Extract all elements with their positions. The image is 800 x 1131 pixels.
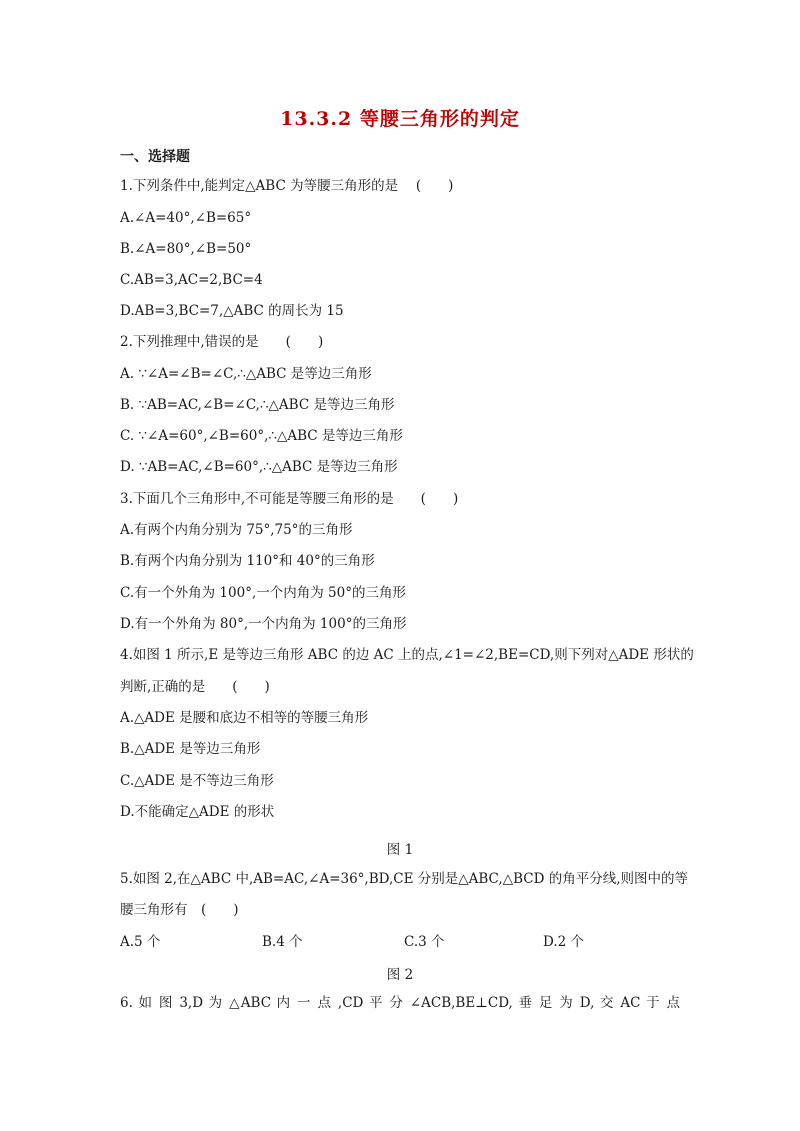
figure-2-caption: 图 2: [386, 967, 414, 983]
question-1-option-a: A.∠A=40°,∠B=65°: [120, 210, 252, 226]
question-4-stem-line-2: 判断,正确的是 ( ): [120, 679, 270, 695]
question-2-option-c: C. ∵∠A=60°,∠B=60°,∴△ABC 是等边三角形: [120, 428, 403, 444]
question-1-option-d: D.AB=3,BC=7,△ABC 的周长为 15: [120, 303, 344, 319]
question-1-option-b: B.∠A=80°,∠B=50°: [120, 241, 252, 257]
question-2-option-d: D. ∵AB=AC,∠B=60°,∴△ABC 是等边三角形: [120, 459, 398, 475]
question-5-option-a: A.5 个: [120, 934, 161, 950]
question-2-stem: 2.下列推理中,错误的是 ( ): [120, 334, 324, 350]
question-3-stem: 3.下面几个三角形中,不可能是等腰三角形的是 ( ): [120, 491, 459, 507]
question-5-option-d: D.2 个: [543, 934, 585, 950]
page-title: 13.3.2 等腰三角形的判定: [280, 108, 520, 130]
question-5-stem-line-1: 5.如图 2,在△ABC 中,AB=AC,∠A=36°,BD,CE 分别是△ABC,△BCD 的角平分线,则图中的等: [120, 871, 688, 887]
question-4-stem-line-1: 4.如图 1 所示,E 是等边三角形 ABC 的边 AC 上的点,∠1=∠2,BE=CD,则下列对△ADE 形状的: [120, 647, 694, 663]
question-3-option-b: B.有两个内角分别为 110°和 40°的三角形: [120, 553, 375, 569]
question-5-stem-line-2: 腰三角形有 ( ): [120, 902, 239, 918]
question-4-option-c: C.△ADE 是不等边三角形: [120, 773, 274, 789]
question-4-option-a: A.△ADE 是腰和底边不相等的等腰三角形: [120, 710, 369, 726]
question-3-option-d: D.有一个外角为 80°,一个内角为 100°的三角形: [120, 616, 407, 632]
question-1-option-c: C.AB=3,AC=2,BC=4: [120, 272, 263, 288]
question-1-stem: 1.下列条件中,能判定△ABC 为等腰三角形的是 ( ): [120, 178, 454, 194]
question-6-stem-line-1: 6. 如 图 3,D 为 △ABC 内 一 点 ,CD 平 分 ∠ACB,BE⊥CD, 垂 足 为 D, 交 AC 于 点: [120, 995, 680, 1011]
question-4-option-d: D.不能确定△ADE 的形状: [120, 804, 275, 820]
section-heading: 一、选择题: [120, 149, 190, 165]
question-2-option-a: A. ∵∠A=∠B=∠C,∴△ABC 是等边三角形: [120, 366, 372, 382]
question-3-option-c: C.有一个外角为 100°,一个内角为 50°的三角形: [120, 585, 406, 601]
question-4-option-b: B.△ADE 是等边三角形: [120, 741, 261, 757]
question-5-option-b: B.4 个: [262, 934, 303, 950]
question-3-option-a: A.有两个内角分别为 75°,75°的三角形: [120, 522, 353, 538]
question-2-option-b: B. ∵AB=AC,∠B=∠C,∴△ABC 是等边三角形: [120, 397, 395, 413]
figure-1-caption: 图 1: [386, 842, 414, 858]
question-5-option-c: C.3 个: [404, 934, 445, 950]
